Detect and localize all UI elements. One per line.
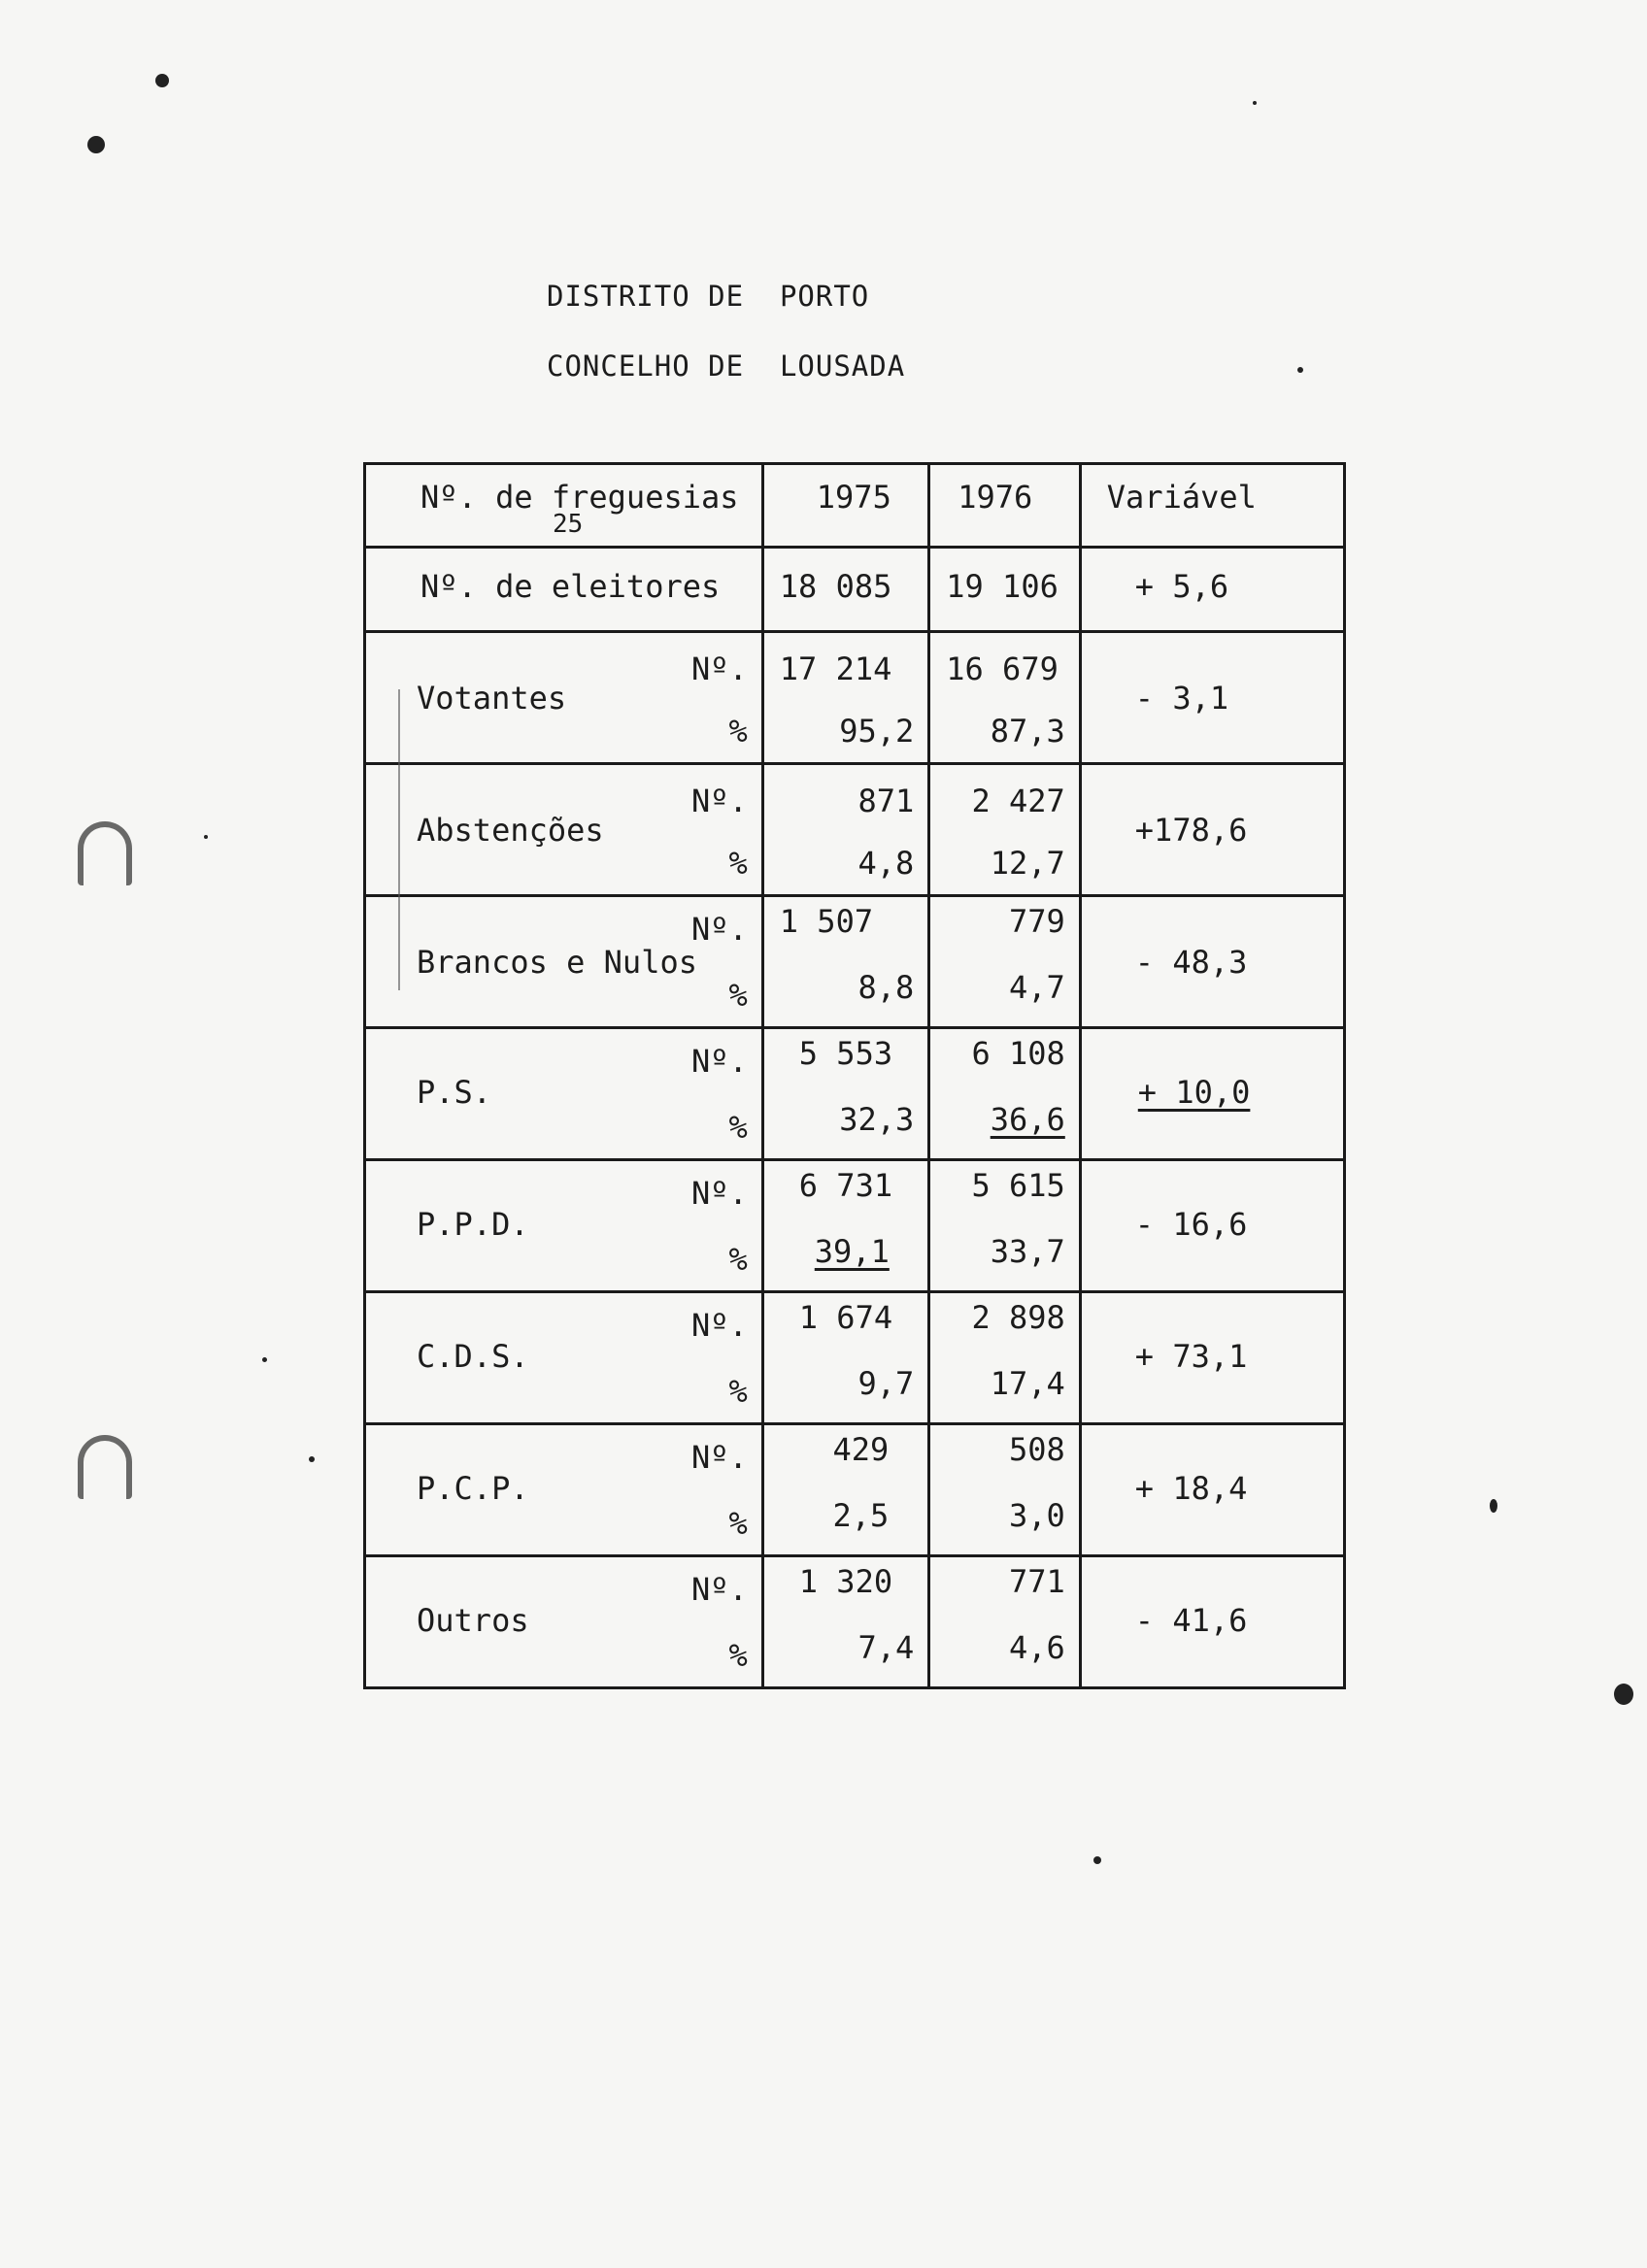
variation: - 16,6: [1134, 1206, 1248, 1243]
municipality-title: CONCELHO DE LOUSADA: [547, 350, 906, 383]
percent-1975: 8,8: [857, 969, 915, 1006]
table-row: [365, 1424, 1345, 1556]
percent-1976: 3,0: [1008, 1497, 1065, 1534]
count-1975: 429: [832, 1431, 890, 1468]
punch-hole: [78, 821, 132, 885]
variation: - 3,1: [1134, 680, 1229, 717]
scan-speck: [262, 1357, 267, 1362]
count-1976: 508: [1008, 1431, 1065, 1468]
scan-speck: [309, 1456, 315, 1462]
count-1975: 1 674: [798, 1299, 893, 1336]
percent-1975: 95,2: [839, 713, 915, 750]
count-label: Nº.: [690, 1043, 748, 1080]
percent-1976: 4,7: [1008, 969, 1065, 1006]
percent-label: %: [728, 713, 748, 750]
table-row: [365, 1556, 1345, 1688]
count-1976: 2 427: [971, 783, 1065, 819]
variation: + 10,0: [1137, 1074, 1251, 1111]
percent-label: %: [728, 1505, 748, 1542]
electors-1975: 18 085: [779, 568, 892, 605]
row-label: C.D.S.: [417, 1338, 529, 1375]
percent-1976: 4,6: [1008, 1629, 1065, 1666]
electors-1976: 19 106: [946, 568, 1059, 605]
scan-speck: [1297, 367, 1303, 373]
row-label: Outros: [417, 1602, 529, 1639]
count-1975: 871: [857, 783, 915, 819]
scan-speck: [87, 136, 105, 153]
percent-1976: 17,4: [990, 1365, 1065, 1402]
table-row: [365, 896, 1345, 1028]
percent-1976: 36,6: [990, 1101, 1065, 1138]
percent-1975: 32,3: [839, 1101, 915, 1138]
table-row: [365, 632, 1345, 764]
punch-hole: [78, 1435, 132, 1499]
scan-speck: [1253, 101, 1257, 105]
scan-speck: [1093, 1856, 1101, 1864]
count-label: Nº.: [690, 783, 748, 819]
year-1975-header: 1975: [762, 464, 928, 548]
percent-label: %: [728, 1637, 748, 1674]
count-1975: 5 553: [798, 1035, 893, 1072]
scan-speck: [1614, 1684, 1633, 1705]
row-label: Abstenções: [417, 812, 604, 849]
scan-speck: [1490, 1499, 1497, 1513]
pencil-margin-line: [398, 689, 400, 990]
year-1976-header: 1976: [929, 464, 1081, 548]
row-label: P.P.D.: [417, 1206, 529, 1243]
percent-1975: 39,1: [814, 1233, 890, 1270]
percent-1975: 4,8: [857, 845, 915, 882]
count-1976: 779: [1008, 903, 1065, 940]
percent-1976: 12,7: [990, 845, 1065, 882]
row-label: Votantes: [417, 680, 567, 717]
count-1976: 6 108: [971, 1035, 1065, 1072]
percent-label: %: [728, 845, 748, 882]
row-label: P.C.P.: [417, 1470, 529, 1507]
electors-label: Nº. de eleitores: [420, 568, 721, 605]
count-1976: 5 615: [971, 1167, 1065, 1204]
percent-1975: 7,4: [857, 1629, 915, 1666]
election-results-table: [363, 462, 1346, 1689]
count-1976: 771: [1008, 1563, 1065, 1600]
variation: - 41,6: [1134, 1602, 1248, 1639]
percent-1975: 9,7: [857, 1365, 915, 1402]
electors-variation: + 5,6: [1134, 568, 1229, 605]
count-1975: 6 731: [798, 1167, 893, 1204]
count-1976: 2 898: [971, 1299, 1065, 1336]
table-row: [365, 764, 1345, 896]
percent-label: %: [728, 1109, 748, 1146]
count-label: Nº.: [690, 650, 748, 687]
count-label: Nº.: [690, 1175, 748, 1212]
variable-header: Variável: [1080, 464, 1344, 548]
table-row: [365, 1292, 1345, 1424]
parishes-header-cell: [365, 464, 763, 548]
district-title: DISTRITO DE PORTO: [547, 280, 870, 313]
variation: + 18,4: [1134, 1470, 1248, 1507]
percent-1975: 2,5: [832, 1497, 890, 1534]
percent-label: %: [728, 1241, 748, 1278]
row-label: Brancos e Nulos: [417, 944, 697, 981]
percent-label: %: [728, 977, 748, 1014]
table-row: [365, 1028, 1345, 1160]
electors-row: [365, 548, 1345, 632]
parishes-label: Nº. de freguesias: [420, 479, 739, 516]
count-label: Nº.: [690, 1307, 748, 1344]
count-label: Nº.: [690, 1439, 748, 1476]
parishes-count: 25: [553, 510, 584, 539]
row-label: P.S.: [417, 1074, 492, 1111]
variation: + 73,1: [1134, 1338, 1248, 1375]
scan-speck: [155, 74, 169, 87]
variation: +178,6: [1134, 812, 1248, 849]
count-1975: 1 320: [798, 1563, 893, 1600]
scan-speck: [204, 835, 208, 839]
count-label: Nº.: [690, 1571, 748, 1608]
count-1975: 1 507: [779, 903, 874, 940]
table-row: [365, 1160, 1345, 1292]
count-1976: 16 679: [946, 650, 1059, 687]
percent-1976: 87,3: [990, 713, 1065, 750]
count-label: Nº.: [690, 911, 748, 948]
percent-label: %: [728, 1373, 748, 1410]
percent-1976: 33,7: [990, 1233, 1065, 1270]
table-header-row: [365, 464, 1345, 548]
variation: - 48,3: [1134, 944, 1248, 981]
count-1975: 17 214: [779, 650, 892, 687]
